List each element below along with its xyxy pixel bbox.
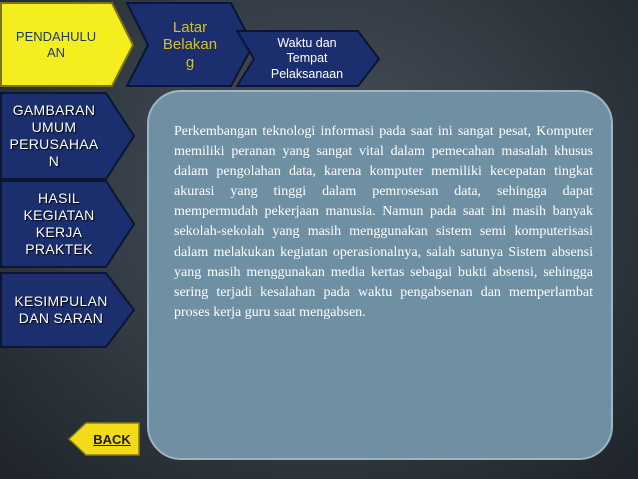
nav-waktu-tempat-label: Waktu dan Tempat Pelaksanaan: [270, 35, 344, 81]
nav-gambaran-umum-label: GAMBARAN UMUM PERUSAHAA N: [9, 101, 99, 170]
nav-hasil-kegiatan-button[interactable]: [0, 180, 136, 268]
nav-pendahuluan-label: PENDAHULU AN: [15, 29, 97, 60]
nav-pendahuluan-button[interactable]: [0, 2, 135, 88]
nav-waktu-tempat-button[interactable]: [236, 30, 382, 88]
nav-kesimpulan-label: KESIMPULAN DAN SARAN: [14, 292, 108, 326]
content-paragraph: Perkembangan teknologi informasi pada saat ini sangat pesat, Komputer memiliki peranan yang sangat vital dalam pemecahan masalah khusus dalam pengolahan data, karena komputer memiliki kecepatan tingkat akurasi yang tinggi dalam pemrosesan data, sehingga dapat mempermudah pekerjaan manusia. Namun pada saat ini masih banyak sekolah-sekolah yang masih menggunakan sistem semi komputerisasi dalam melakukan kegiatan operasionalnya, salah satunya Sistem absensi yang masih menggunakan media kertas sebagai bukti absensi, sehingga sering terjadi kesalahan pada waktu pengabsenan dan memperlambat proses kerja guru saat mengabsen.: [174, 124, 593, 320]
nav-gambaran-umum-button[interactable]: [0, 92, 136, 180]
content-panel: [147, 90, 613, 460]
nav-kesimpulan-button[interactable]: [0, 272, 136, 348]
back-label: BACK: [93, 431, 131, 447]
nav-latar-belakang-label: Latar Belakan g: [162, 19, 218, 71]
nav-hasil-kegiatan-label: HASIL KEGIATAN KERJA PRAKTEK: [23, 189, 95, 258]
back-button[interactable]: [68, 422, 140, 456]
